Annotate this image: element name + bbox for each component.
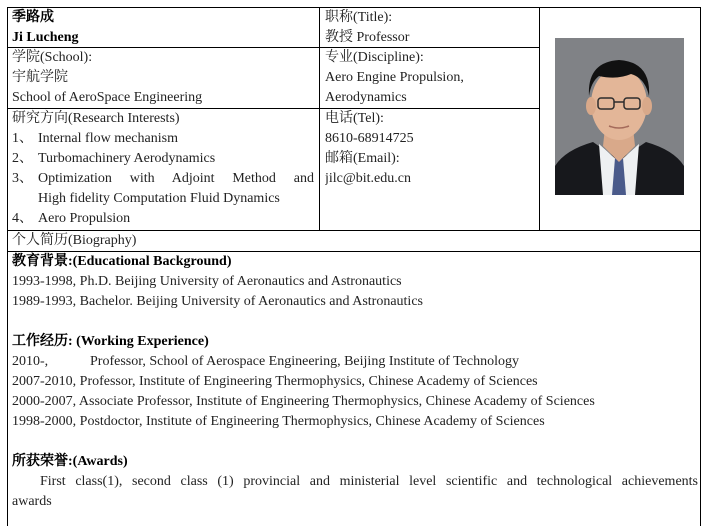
research-item bbox=[12, 129, 314, 149]
research-item-text-line-1: Optimization with Adjoint Method and bbox=[38, 171, 314, 186]
discipline-label: 专业(Discipline): bbox=[325, 50, 424, 65]
work-entry-text: Professor, School of Aerospace Engineering, Beijing Institute of Technology bbox=[90, 354, 520, 369]
title-label: 职称(Title): bbox=[325, 10, 393, 25]
discipline-cell bbox=[325, 48, 537, 108]
school-chinese: 宇航学院 bbox=[12, 70, 68, 85]
work-entry: 2007-2010, Professor, Institute of Engineering Thermophysics, Chinese Academy of Sciences bbox=[12, 374, 538, 389]
name-chinese: 季路成 bbox=[12, 10, 54, 25]
research-item bbox=[12, 149, 314, 169]
work-entry: 1998-2000, Postdoctor, Institute of Engineering Thermophysics, Chinese Academy of Sciences bbox=[12, 414, 545, 429]
school-cell bbox=[12, 48, 316, 108]
biography-body bbox=[12, 252, 698, 526]
discipline-line-1: Aero Engine Propulsion, bbox=[325, 70, 464, 85]
research-item-text-line-2: High fidelity Computation Fluid Dynamics bbox=[38, 191, 280, 206]
education-entry: 1989-1993, Bachelor. Beijing University of Aeronautics and Astronautics bbox=[12, 294, 423, 309]
school-label: 学院(School): bbox=[12, 50, 93, 65]
research-item bbox=[12, 209, 314, 229]
research-item-text: Internal flow mechanism bbox=[38, 131, 178, 146]
research-item-text: Turbomachinery Aerodynamics bbox=[38, 151, 216, 166]
work-entry-years: 2010-, bbox=[12, 354, 49, 369]
education-section-title: 教育背景:(Educational Background) bbox=[12, 254, 232, 269]
list-number: 4、 bbox=[12, 211, 33, 226]
list-number: 1、 bbox=[12, 131, 33, 146]
discipline-line-2: Aerodynamics bbox=[325, 90, 407, 105]
school-english: School of AeroSpace Engineering bbox=[12, 90, 203, 105]
portrait-photo bbox=[555, 38, 684, 195]
list-number: 3、 bbox=[12, 171, 33, 186]
biography-label: 个人简历(Biography) bbox=[12, 233, 137, 248]
awards-text-line-1: First class(1), second class (1) provincial and ministerial level scientific and technological achievements bbox=[40, 474, 698, 489]
awards-text-line-2: awards bbox=[12, 494, 52, 509]
research-item bbox=[12, 169, 314, 209]
biography-label-cell bbox=[12, 231, 698, 251]
research-label: 研究方向(Research Interests) bbox=[12, 111, 180, 126]
awards-section-title: 所获荣誉:(Awards) bbox=[12, 454, 128, 469]
section-spacer bbox=[12, 312, 698, 332]
table-border-right bbox=[700, 7, 701, 526]
email-label: 邮箱(Email): bbox=[325, 151, 400, 166]
research-interests-cell bbox=[12, 109, 314, 230]
tel-label: 电话(Tel): bbox=[325, 111, 384, 126]
column-divider-2 bbox=[539, 7, 540, 231]
name-cell bbox=[12, 8, 316, 47]
name-english: Ji Lucheng bbox=[12, 30, 79, 45]
title-value: 教授 Professor bbox=[325, 30, 410, 45]
column-divider-1 bbox=[319, 7, 320, 231]
work-entry: 2000-2007, Associate Professor, Institute of Engineering Thermophysics, Chinese Academy of Sciences bbox=[12, 394, 595, 409]
title-cell bbox=[325, 8, 537, 47]
education-entry: 1993-1998, Ph.D. Beijing University of Aeronautics and Astronautics bbox=[12, 274, 402, 289]
email-value: jilc@bit.edu.cn bbox=[325, 171, 411, 186]
tel-value: 8610-68914725 bbox=[325, 131, 414, 146]
work-entry bbox=[12, 352, 698, 372]
portrait-illustration bbox=[555, 38, 684, 195]
research-item-text: Aero Propulsion bbox=[38, 211, 131, 226]
list-number: 2、 bbox=[12, 151, 33, 166]
table-border-left bbox=[7, 7, 8, 526]
contact-cell bbox=[325, 109, 537, 230]
work-section-title: 工作经历: (Working Experience) bbox=[12, 334, 209, 349]
section-spacer bbox=[12, 432, 698, 452]
